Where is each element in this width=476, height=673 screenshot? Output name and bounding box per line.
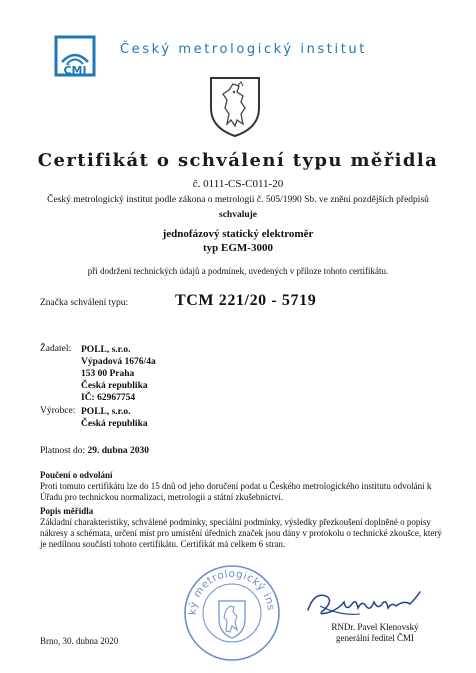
coat-of-arms-icon: [207, 74, 263, 138]
logo-text: ČMI: [63, 64, 87, 77]
institute-name: Český metrologický institut: [120, 42, 367, 57]
manufacturer-name: POLL, s.r.o.: [81, 407, 131, 417]
place-date: Brno, 30. dubna 2020: [40, 636, 119, 646]
approval-mark-value: TCM 221/20 - 5719: [175, 292, 317, 309]
conditions-text: při dodržení technických údajů a podmínek, uvedených v příloze tohoto certifikátu.: [87, 266, 389, 276]
appeal-heading: Poučení o odvolání: [40, 470, 113, 480]
manufacturer-label: Výrobce:: [40, 406, 76, 416]
signer-block: [300, 622, 450, 644]
applicant-street: Výpadová 1676/4a: [81, 357, 156, 367]
validity-date: 29. dubna 2030: [87, 446, 150, 456]
manufacturer-country: Česká republika: [81, 419, 148, 429]
description-section: [40, 506, 442, 550]
applicant-id: IČ: 62967754: [81, 393, 136, 403]
validity: [40, 446, 149, 456]
svg-text:Český metrologický institut: [182, 563, 277, 615]
official-stamp: [182, 563, 282, 663]
applicant-country: Česká republika: [81, 381, 148, 391]
device-name: jednofázový statický elektroměr: [162, 228, 314, 240]
approves-text: schvaluje: [219, 210, 257, 220]
approval-mark-label: Značka schválení typu:: [40, 298, 129, 308]
appeal-section: [40, 470, 442, 503]
handwritten-signature: [300, 586, 440, 622]
signer-name: RNDr. Pavel Klenovský: [331, 622, 419, 632]
stamp-text: ký metrologický ins: [186, 567, 278, 616]
device-type: typ EGM-3000: [203, 242, 273, 254]
appeal-text: Proti tomuto certifikátu lze do 15 dnů od jeho doručení podat u Českého metrologického institutu odvolání k Úřadu pro technickou normalizaci, metrologii a státní zkušebnictví.: [40, 481, 432, 502]
manufacturer-address: [81, 406, 148, 430]
description-text: Základní charakteristiky, schválené podmínky, speciální podmínky, výsledky přezkoušení doplněné o popisy nákresy a schémata, určení míst pro umístění úředních značek jsou dány v protokolu o technické zkoušce, který je nedílnou součástí tohoto certifikátu. Certifikát má celkem 6 stran.: [40, 517, 442, 549]
applicant-name: POLL, s.r.o.: [81, 345, 131, 355]
certificate-number: č. 0111-CS-C011-20: [192, 178, 284, 190]
cmi-logo: [53, 34, 97, 78]
validity-label: Platnost do:: [40, 446, 86, 456]
signer-role: generální ředitel ČMI: [336, 633, 414, 643]
applicant-city: 153 00 Praha: [81, 369, 135, 379]
certificate-title: Certifikát o schválení typu měřidla: [37, 150, 439, 171]
applicant-label: Žadatel:: [40, 344, 72, 354]
applicant-address: [81, 344, 156, 404]
intro-text: Český metrologický institut podle zákona o metrologii č. 505/1990 Sb. ve znění pozdějších předpisů: [47, 195, 429, 205]
description-heading: Popis měřidla: [40, 506, 94, 516]
